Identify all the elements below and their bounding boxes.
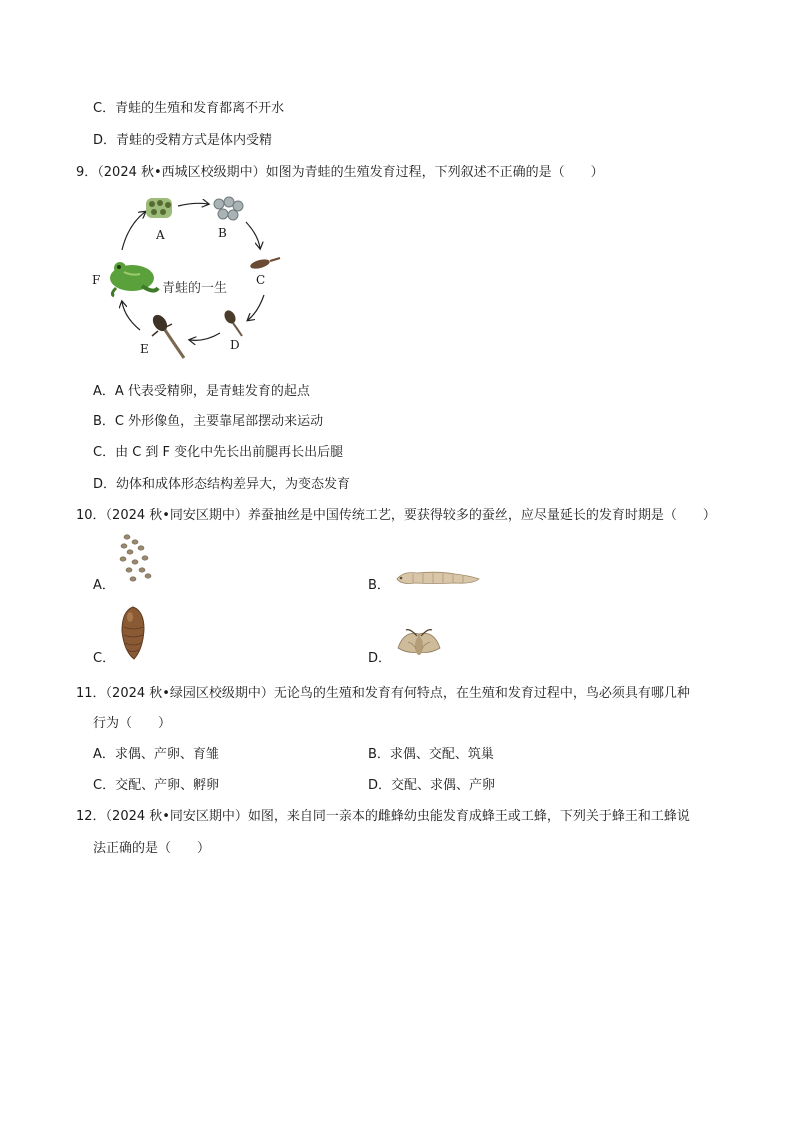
arrow-e-to-f xyxy=(122,302,140,330)
label-a: A xyxy=(156,228,165,242)
tadpole-e xyxy=(150,312,184,358)
q11-option-b: B．求偶、交配、筑巢 xyxy=(368,747,494,762)
tadpole-c xyxy=(249,258,280,271)
q11-stem-line2: 行为（ ） xyxy=(93,716,172,731)
label-d: D xyxy=(230,338,240,352)
frog-life-cycle-diagram xyxy=(80,190,290,365)
arrow-a-to-b xyxy=(178,203,208,206)
q10-option-d: D． xyxy=(368,651,392,666)
q9-option-b: B．C 外形像鱼，主要靠尾部摆动来运动 xyxy=(93,414,324,429)
q11-option-c: C．交配、产卵、孵卵 xyxy=(93,778,220,793)
q9-stem: 9．（2024 秋•西城区校级期中）如图为青蛙的生殖发育过程，下列叙述不正确的是（ ） xyxy=(76,165,604,180)
egg-cluster-a xyxy=(146,198,172,218)
q10-stem: 10．（2024 秋•同安区期中）养蚕抽丝是中国传统工艺，要获得较多的蚕丝，应尽量延长的发育时期是（ ） xyxy=(76,508,716,523)
q8-option-d: D．青蛙的受精方式是体内受精 xyxy=(93,133,273,148)
q8-option-c: C．青蛙的生殖和发育都离不开水 xyxy=(93,101,285,116)
frog-f xyxy=(110,262,158,296)
q10-option-b: B． xyxy=(368,578,390,593)
silkworm-pupa-image xyxy=(118,605,148,661)
q10-option-c: C． xyxy=(93,651,116,666)
silkworm-larva-image xyxy=(393,565,483,589)
q11-option-a: A．求偶、产卵、育雏 xyxy=(93,747,219,762)
q11-option-d: D．交配、求偶、产卵 xyxy=(368,778,496,793)
tadpole-d xyxy=(222,308,242,336)
q9-option-a: A．A 代表受精卵，是青蛙发育的起点 xyxy=(93,384,310,399)
q9-option-d: D．幼体和成体形态结构差异大，为变态发育 xyxy=(93,477,351,492)
q10-option-a: A． xyxy=(93,578,115,593)
q12-stem-line2: 法正确的是（ ） xyxy=(93,841,211,856)
label-f: F xyxy=(92,273,101,287)
arrow-d-to-e xyxy=(190,333,220,340)
arrow-c-to-d xyxy=(248,295,264,320)
arrow-f-to-a xyxy=(122,212,145,250)
egg-cluster-b xyxy=(214,197,243,220)
q11-stem-line1: 11．（2024 秋•绿园区校级期中）无论鸟的生殖和发育有何特点，在生殖和发育过程中，鸟必须具有哪几种 xyxy=(76,686,690,701)
label-b: B xyxy=(218,226,227,240)
label-c: C xyxy=(256,273,266,287)
q9-option-c: C．由 C 到 F 变化中先长出前腿再长出后腿 xyxy=(93,445,344,460)
arrow-b-to-c xyxy=(246,222,260,248)
q12-stem-line1: 12．（2024 秋•同安区期中）如图，来自同一亲本的雌蜂幼虫能发育成蜂王或工蜂，下列关于蜂王和工蜂说 xyxy=(76,809,690,824)
silkworm-eggs-image xyxy=(115,532,155,590)
label-e: E xyxy=(140,342,149,356)
diagram-center-label: 青蛙的一生 xyxy=(162,281,228,296)
silkworm-moth-image xyxy=(394,622,444,662)
